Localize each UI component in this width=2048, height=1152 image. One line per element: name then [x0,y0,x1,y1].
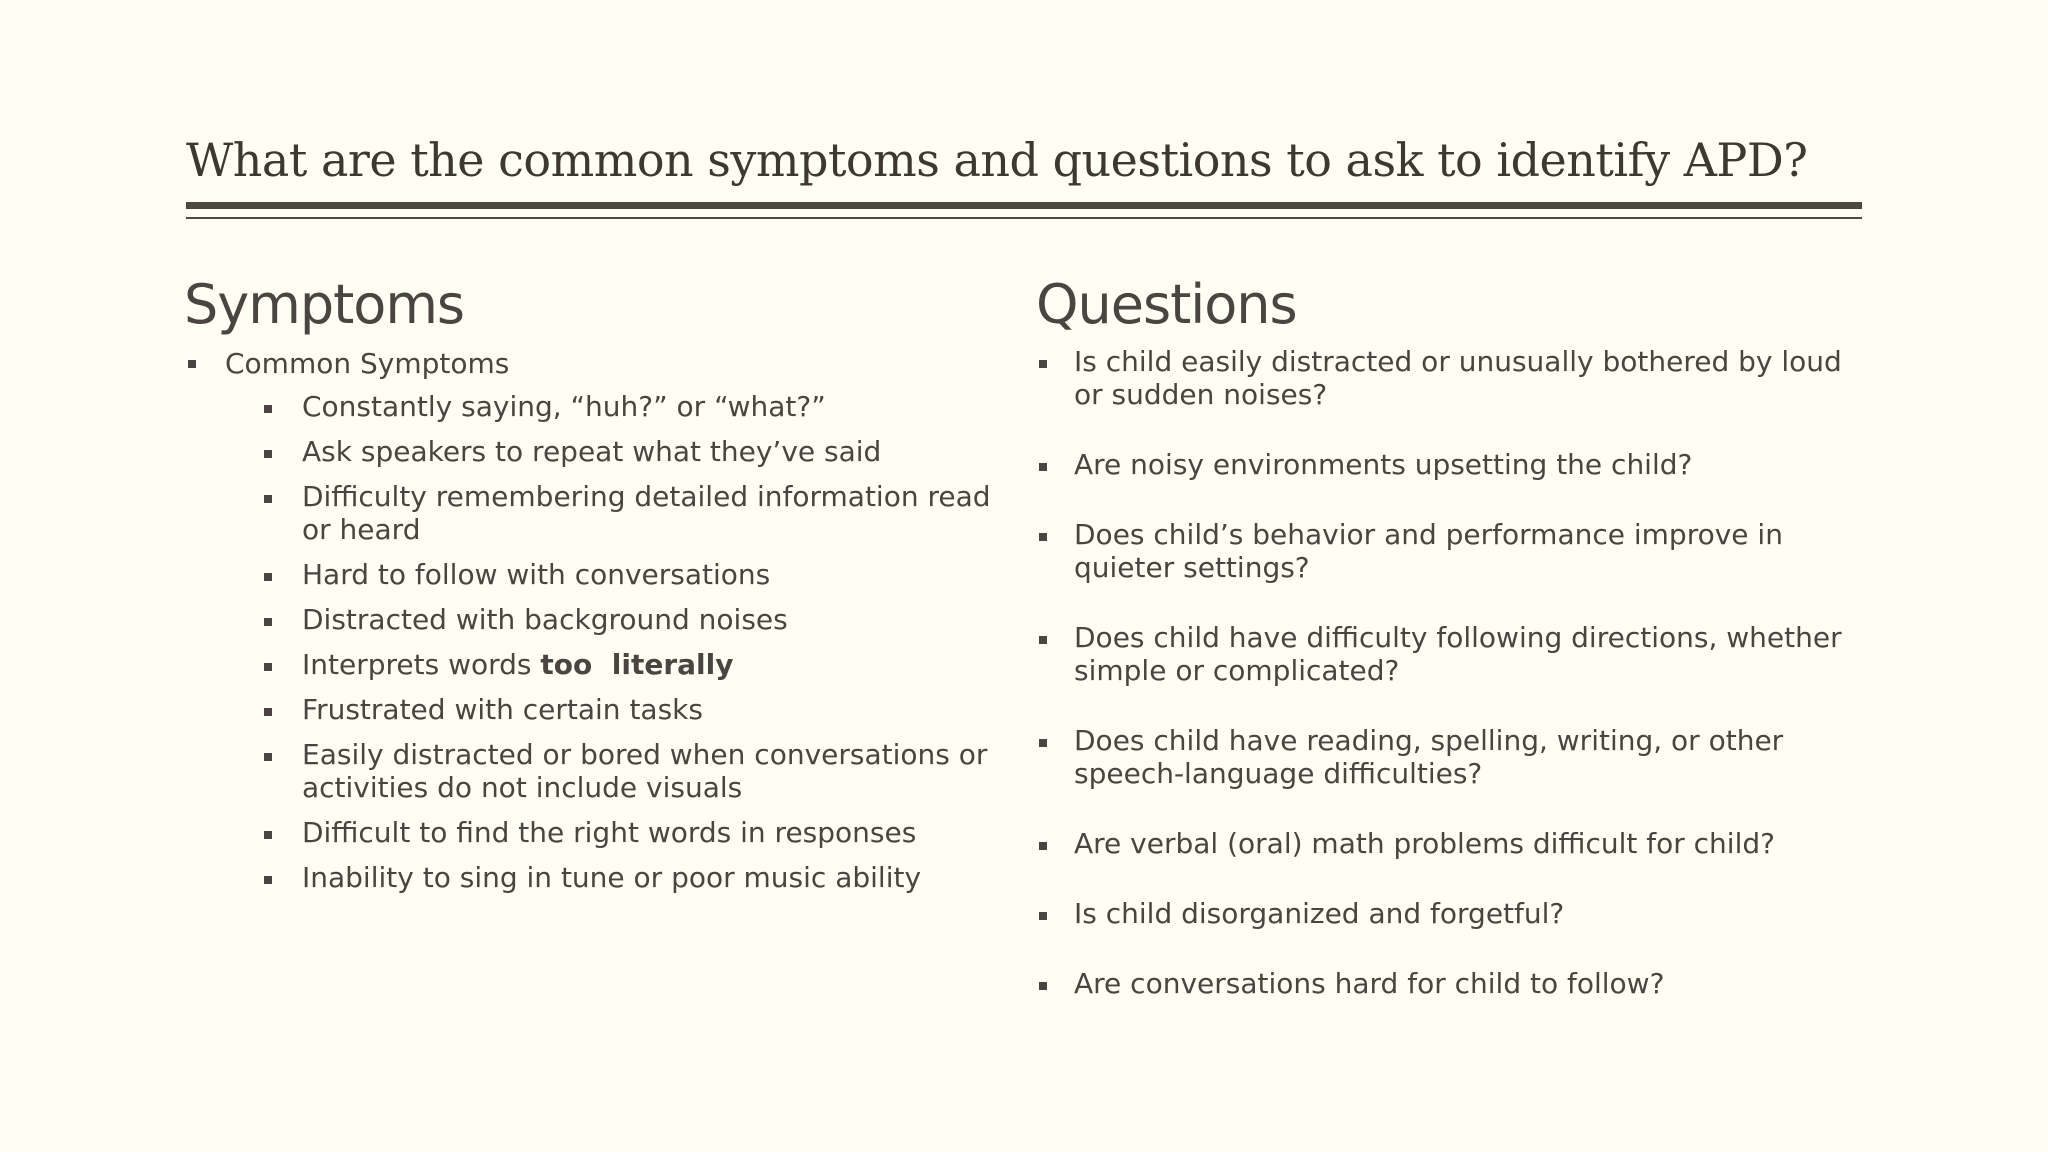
square-bullet-icon [1039,982,1047,990]
square-bullet-icon [1039,739,1047,747]
symptom-text: Hard to follow with conversations [302,558,771,591]
symptom-text: Ask speakers to repeat what they’ve said [302,435,882,468]
symptom-text: Difficult to find the right words in responses [302,816,917,849]
questions-list [1036,345,1866,1037]
question-text: Does child’s behavior and performance improve in quieter settings? [1074,518,1783,584]
slide-title: What are the common symptoms and questions to ask to identify APD? [186,133,1808,187]
symptom-item [186,480,1006,546]
square-bullet-icon [264,876,272,884]
square-bullet-icon [1039,463,1047,471]
symptoms-heading: Symptoms [184,273,465,336]
question-item [1036,724,1866,790]
question-item [1036,518,1866,584]
question-text: Does child have difficulty following directions, whether simple or complicated? [1074,621,1842,687]
square-bullet-icon [264,450,272,458]
square-bullet-icon [1039,842,1047,850]
symptom-text: Easily distracted or bored when conversations or activities do not include visuals [302,738,988,804]
square-bullet-icon [264,573,272,581]
square-bullet-icon [264,708,272,716]
symptom-item [186,648,1006,681]
symptom-item [186,693,1006,726]
square-bullet-icon [264,753,272,761]
question-text: Does child have reading, spelling, writing, or other speech-language difficulties? [1074,724,1784,790]
square-bullet-icon [264,495,272,503]
square-bullet-icon [264,663,272,671]
question-item [1036,345,1866,411]
question-item [1036,621,1866,687]
question-text: Are conversations hard for child to follow? [1074,967,1665,1000]
symptom-item [186,738,1006,804]
symptom-text: Interprets words [302,648,541,681]
symptoms-list [186,345,1006,906]
symptom-text: Frustrated with certain tasks [302,693,703,726]
symptom-text: Distracted with background noises [302,603,788,636]
symptom-item [186,861,1006,894]
symptom-text: Difficulty remembering detailed information read or heard [302,480,991,546]
symptom-text: Inability to sing in tune or poor music ability [302,861,922,894]
square-bullet-icon [188,360,196,368]
question-item [1036,448,1866,481]
questions-heading: Questions [1036,273,1297,336]
title-divider-thin [186,217,1862,219]
question-item [1036,897,1866,930]
square-bullet-icon [1039,360,1047,368]
question-text: Is child disorganized and forgetful? [1074,897,1565,930]
symptom-item [186,558,1006,591]
square-bullet-icon [1039,912,1047,920]
symptom-text: Constantly saying, “huh?” or “what?” [302,390,826,423]
square-bullet-icon [264,618,272,626]
symptom-item [186,603,1006,636]
question-item [1036,967,1866,1000]
square-bullet-icon [1039,533,1047,541]
symptoms-group-item [186,345,1006,383]
title-divider-thick [186,202,1862,209]
symptom-emphasis: too literally [540,648,734,681]
square-bullet-icon [264,405,272,413]
symptom-item [186,435,1006,468]
symptom-item [186,390,1006,423]
square-bullet-icon [264,831,272,839]
square-bullet-icon [1039,636,1047,644]
symptoms-group-label: Common Symptoms [225,347,510,380]
question-text: Is child easily distracted or unusually bothered by loud or sudden noises? [1074,345,1842,411]
symptom-item [186,816,1006,849]
question-text: Are noisy environments upsetting the child? [1074,448,1693,481]
question-item [1036,827,1866,860]
question-text: Are verbal (oral) math problems difficult for child? [1074,827,1775,860]
